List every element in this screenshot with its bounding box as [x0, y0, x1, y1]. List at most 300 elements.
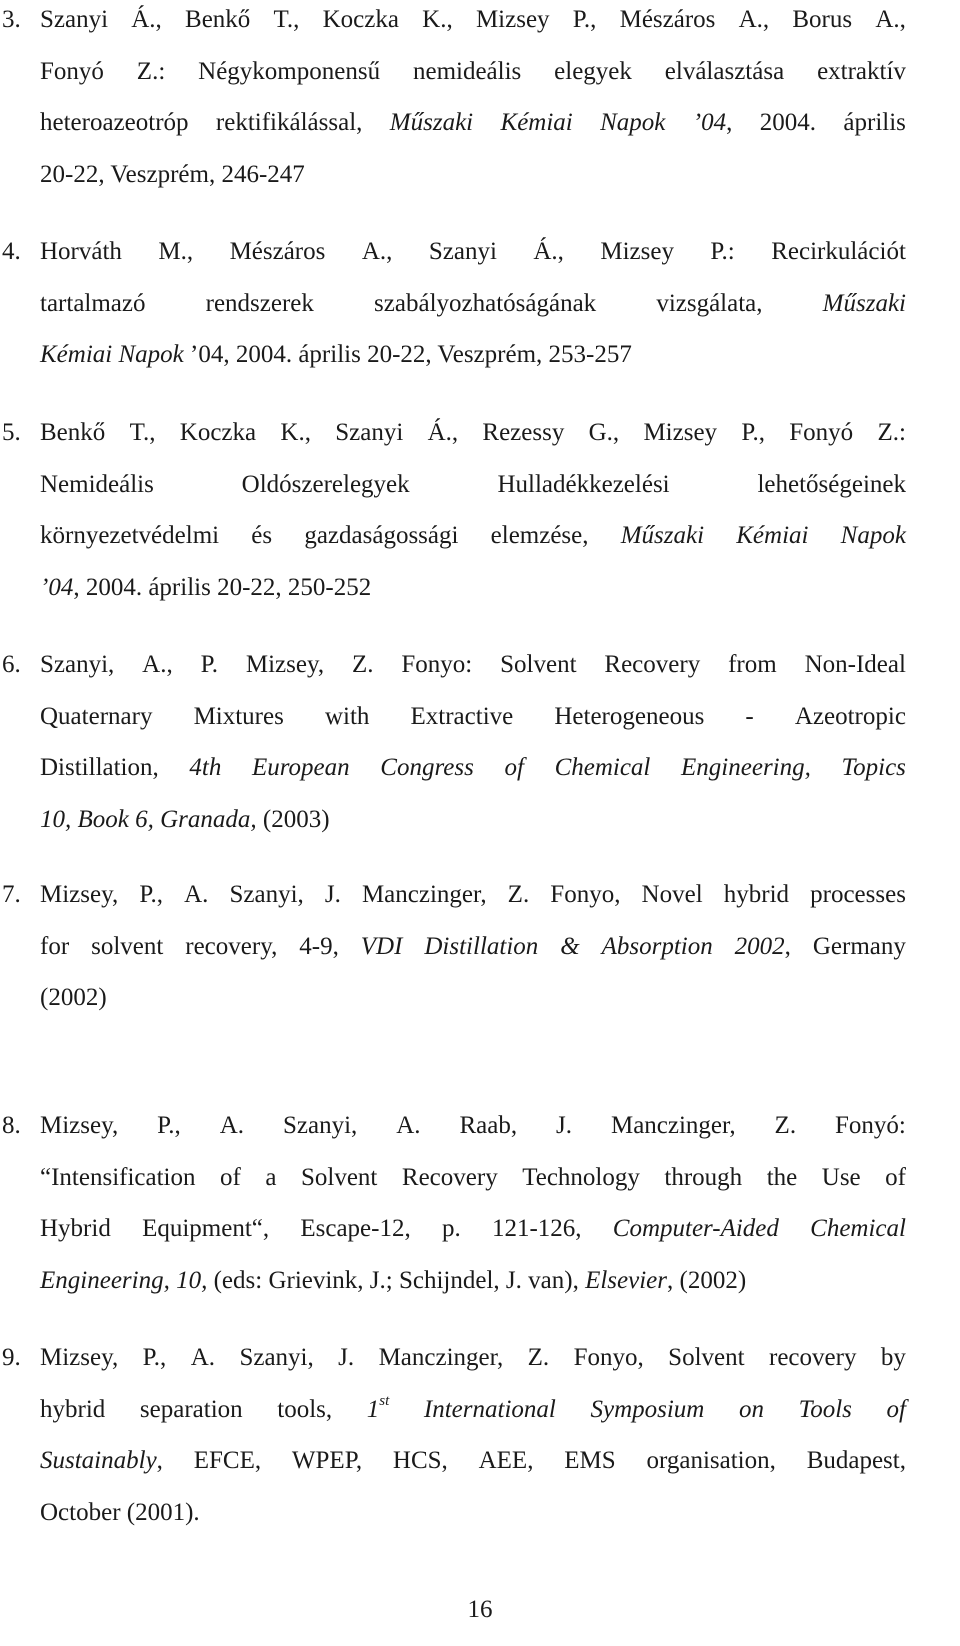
word: tartalmazó [40, 290, 146, 317]
word: Distillation, [40, 754, 159, 781]
reference-line [40, 418, 906, 448]
word: Mizsey, [40, 881, 119, 908]
reference-line [40, 1343, 906, 1373]
word-group [508, 880, 530, 910]
word-group [807, 1446, 906, 1476]
word-group [142, 650, 173, 680]
word-group [40, 1111, 118, 1141]
word-group [792, 5, 852, 35]
word-group [842, 753, 906, 783]
italic-segment: Engineering, 10, [40, 1267, 208, 1294]
word: Á., [131, 6, 162, 33]
italic-word: Kémiai [736, 522, 809, 549]
word-group [139, 880, 163, 910]
word: P., [139, 881, 163, 908]
word-group [604, 650, 700, 680]
italic-word: Distillation [424, 933, 539, 960]
word-group [724, 880, 789, 910]
word: Benkő [40, 419, 106, 446]
word-group [621, 521, 704, 551]
word-group [229, 880, 303, 910]
word-group [265, 1163, 276, 1193]
word-group [379, 1343, 504, 1373]
text-segment: (2003) [256, 806, 330, 833]
word: Heterogeneous [554, 703, 705, 730]
word-group [665, 57, 784, 87]
word: Manczinger, [378, 1344, 504, 1371]
word-group [362, 880, 487, 910]
reference-line [40, 470, 906, 500]
italic-word: on [738, 1396, 764, 1423]
word-group [442, 1214, 461, 1244]
word: Szanyi [40, 6, 109, 33]
word-group [841, 521, 906, 551]
word-group [220, 1111, 244, 1141]
word-group [735, 932, 791, 962]
word-group [40, 932, 69, 962]
word: Szanyi, [239, 1344, 314, 1371]
word: A. [396, 1112, 421, 1139]
word-group [131, 5, 162, 35]
word: K., [280, 419, 311, 446]
word-group [142, 1214, 269, 1244]
reference-line [40, 805, 330, 835]
word-group [789, 418, 853, 448]
word: processes [810, 881, 906, 908]
word: Recirkulációt [771, 238, 906, 265]
text-segment: , 2004. április 20-22, 250-252 [73, 574, 372, 601]
word-group [741, 418, 765, 448]
word-group [300, 1214, 410, 1244]
word: the [766, 1164, 798, 1191]
word-group [198, 57, 380, 87]
word-group [411, 702, 514, 732]
word-group [600, 108, 665, 138]
word-group [757, 470, 906, 500]
word-group [646, 1446, 775, 1476]
word: 121-126, [491, 1215, 582, 1242]
word-group [760, 108, 816, 138]
word-group [881, 1343, 906, 1373]
word: J. [338, 1344, 355, 1371]
word: Szanyi [335, 419, 404, 446]
word: gazdaságossági [304, 522, 459, 549]
reference-line [40, 521, 906, 551]
word: of [220, 1164, 241, 1191]
word: solvent [91, 933, 164, 960]
word-group [668, 1343, 744, 1373]
word-group [643, 418, 717, 448]
reference-line [40, 289, 906, 319]
word: extraktív [817, 58, 906, 85]
word: EMS [564, 1447, 616, 1474]
word-group [476, 5, 550, 35]
word-group [817, 57, 906, 87]
italic-segment: Kémiai Napok [40, 341, 184, 368]
italic-word: European [251, 754, 350, 781]
reference-number: 4. [2, 238, 21, 265]
word-group [424, 1395, 556, 1425]
word-group [130, 418, 156, 448]
word: Z. [774, 1112, 797, 1139]
word-group [40, 470, 154, 500]
reference-line [40, 702, 906, 732]
word: Mizsey, [40, 1344, 119, 1371]
italic-word: VDI [360, 933, 403, 960]
italic-word: Chemical [554, 754, 651, 781]
word: Fonyo, [550, 881, 621, 908]
word-group [767, 1163, 798, 1193]
italic-word: & [560, 933, 580, 960]
word-group [157, 1111, 181, 1141]
word: - [745, 703, 754, 730]
word-group [835, 1111, 906, 1141]
word-group [600, 237, 674, 267]
word-group [246, 650, 324, 680]
word-group [843, 108, 906, 138]
text-segment: (eds: Grievink, J.; Schijndel, J. van), [207, 1267, 586, 1294]
word: recovery [769, 1344, 857, 1371]
reference-number: 9. [2, 1344, 21, 1371]
word: környezetvédelmi [40, 522, 220, 549]
text-segment: October (2001). [40, 1499, 200, 1526]
word: Mizsey, [245, 651, 325, 678]
word-group [216, 108, 362, 138]
word-group [402, 1163, 498, 1193]
text-segment: , (2002) [667, 1267, 747, 1294]
word-group [656, 289, 762, 319]
superscript: st [379, 1392, 390, 1409]
word-group [206, 289, 314, 319]
word: Szanyi, [229, 881, 304, 908]
word-group [810, 1214, 906, 1244]
word-group [325, 702, 369, 732]
word: EFCE, [193, 1447, 262, 1474]
word: P., [741, 419, 765, 446]
reference-line [40, 573, 371, 603]
word-group [242, 470, 410, 500]
word: , [156, 1447, 163, 1474]
text-segment: 20-22, Veszprém, 246-247 [40, 161, 305, 188]
word: HCS, [392, 1447, 448, 1474]
word: tools, [277, 1396, 333, 1423]
word: AEE, [478, 1447, 534, 1474]
word-group [482, 418, 564, 448]
word-group [422, 5, 453, 35]
word: Mizsey [600, 238, 674, 265]
word-group [40, 1343, 118, 1373]
italic-word: of [504, 754, 524, 781]
word-group [362, 237, 393, 267]
word: Azeotropic [794, 703, 906, 730]
word-group [40, 1214, 111, 1244]
word: Manczinger, [361, 881, 487, 908]
word-group [739, 1395, 764, 1425]
word-group [396, 1111, 420, 1141]
word: a [265, 1164, 277, 1191]
word-group [201, 650, 218, 680]
word-group [390, 108, 473, 138]
word-group [769, 1343, 856, 1373]
word-group [277, 1395, 332, 1425]
italic-word: Symposium [590, 1396, 705, 1423]
italic-word: 1 [366, 1396, 380, 1423]
word-group [560, 932, 579, 962]
word: Oldószerelegyek [241, 471, 410, 498]
word: Horváth [40, 238, 122, 265]
word: Hulladékkezelési [497, 471, 670, 498]
italic-word: Műszaki [620, 522, 705, 549]
word-group [184, 880, 208, 910]
word-group [189, 753, 221, 783]
word-group [283, 1111, 357, 1141]
word-group [180, 418, 256, 448]
word-group [822, 1163, 861, 1193]
word: Mészáros [619, 6, 716, 33]
word-group [40, 1163, 196, 1193]
italic-word: 2002 [734, 933, 785, 960]
word: Fonyó: [835, 1112, 906, 1139]
word: Solvent [500, 651, 577, 678]
word-group [664, 1163, 742, 1193]
italic-word: Sustainably [40, 1447, 157, 1474]
word: Rezessy [482, 419, 565, 446]
word-group [40, 1446, 163, 1476]
word: P., [157, 1112, 181, 1139]
reference-line [40, 5, 906, 35]
word: for [40, 933, 70, 960]
reference-line [40, 983, 107, 1013]
italic-segment: Elsevier [585, 1267, 667, 1294]
word: Koczka [322, 6, 399, 33]
word-group [602, 932, 713, 962]
word: WPEP, [291, 1447, 363, 1474]
word: Solvent [668, 1344, 745, 1371]
word: with [324, 703, 370, 730]
word-group [91, 932, 163, 962]
word-group [501, 108, 573, 138]
word-group [40, 880, 118, 910]
word: “Intensification [40, 1164, 196, 1191]
word: A. [219, 1112, 245, 1139]
word: Raab, [459, 1112, 518, 1139]
word-group [323, 5, 399, 35]
italic-word: Engineering, [681, 754, 811, 781]
word: A., [738, 6, 770, 33]
word: M., [158, 238, 194, 265]
page-number: 16 [467, 1596, 493, 1623]
word: A., [875, 6, 906, 33]
word-group [338, 1343, 354, 1373]
word: Fonyó [789, 419, 854, 446]
word: Fonyo, [573, 1344, 644, 1371]
word-group [728, 650, 777, 680]
word-group [40, 753, 159, 783]
word: Mizsey [475, 6, 550, 33]
word-group [299, 932, 339, 962]
word: Borus [792, 6, 853, 33]
word: recovery, [185, 933, 278, 960]
word-group [304, 521, 458, 551]
word-group [361, 932, 403, 962]
reference-line [40, 160, 305, 190]
word-group [194, 702, 284, 732]
word: J. [556, 1112, 573, 1139]
word-group [40, 289, 146, 319]
word: lehetőségeinek [757, 471, 906, 498]
word: hybrid [40, 1396, 106, 1423]
word-group [40, 1395, 105, 1425]
word: Germany [812, 933, 906, 960]
word-group [220, 1163, 241, 1193]
word: p. [441, 1215, 461, 1242]
word-group [492, 1214, 582, 1244]
word-group [533, 237, 564, 267]
word: Fonyó [40, 58, 104, 85]
word-group [642, 880, 703, 910]
reference-line [40, 1163, 906, 1193]
word-group [137, 57, 165, 87]
word-group [877, 418, 905, 448]
word-group [292, 1446, 362, 1476]
word: through [664, 1164, 743, 1191]
word: Benkő [185, 6, 251, 33]
word-group [681, 753, 811, 783]
reference-number: 7. [2, 881, 21, 908]
reference-line [40, 932, 906, 962]
word-group [500, 650, 576, 680]
word-group [40, 108, 189, 138]
word: Quaternary [40, 703, 153, 730]
word-group [230, 237, 326, 267]
word-group [301, 1163, 377, 1193]
italic-word: Congress [380, 754, 474, 781]
word: Hybrid [40, 1215, 111, 1242]
italic-word: International [423, 1396, 556, 1423]
word: from [728, 651, 777, 678]
word-group [885, 1163, 906, 1193]
word: G., [588, 419, 620, 446]
word-group [40, 57, 104, 87]
reference-line [40, 753, 906, 783]
text-segment: ’04, 2004. április 20-22, Veszprém, 253-257 [183, 341, 632, 368]
word: Koczka [179, 419, 257, 446]
word: Szanyi [428, 238, 497, 265]
reference-line [40, 650, 906, 680]
text-segment: (2002) [40, 984, 107, 1011]
word: J. [324, 881, 341, 908]
word-group [810, 880, 906, 910]
word: elegyek [554, 58, 632, 85]
word-group [479, 1446, 534, 1476]
italic-word: 4th [189, 754, 222, 781]
word: vizsgálata, [656, 290, 763, 317]
word: Novel [641, 881, 703, 908]
word-group [428, 418, 459, 448]
italic-word: ’04 [692, 109, 727, 136]
word-group [795, 702, 906, 732]
italic-word: Absorption [601, 933, 713, 960]
word-group [564, 1446, 615, 1476]
word: elemzése, [490, 522, 589, 549]
word-group [887, 1395, 906, 1425]
word: K., [422, 6, 453, 33]
word: P.: [710, 238, 735, 265]
word: Non-Ideal [804, 651, 906, 678]
word: Budapest, [806, 1447, 906, 1474]
word-group [251, 521, 272, 551]
word-group [158, 237, 193, 267]
word: Mizsey [643, 419, 718, 446]
word: Z. [507, 881, 530, 908]
reference-number: 5. [2, 419, 21, 446]
word-group [143, 1343, 167, 1373]
reference-number: 6. [2, 651, 21, 678]
word-group [40, 237, 122, 267]
word-group [393, 1446, 448, 1476]
italic-word: Computer-Aided [612, 1215, 779, 1242]
word: 4-9, [299, 933, 339, 960]
word-group [739, 5, 770, 35]
word-group [522, 1163, 640, 1193]
word-group [401, 650, 472, 680]
word-group [710, 237, 734, 267]
word: A., [142, 651, 173, 678]
word: Equipment“, [142, 1215, 270, 1242]
word: Á., [427, 419, 459, 446]
word-group [771, 237, 906, 267]
word-group [280, 418, 311, 448]
word-group [40, 5, 108, 35]
word-group [274, 5, 300, 35]
word: Recovery [604, 651, 701, 678]
word: Recovery [401, 1164, 498, 1191]
italic-segment: 10, Book 6, Granada, [40, 806, 257, 833]
word-group [574, 1343, 644, 1373]
word-group [590, 1395, 704, 1425]
word: Z. [527, 1344, 550, 1371]
reference-line [40, 1392, 906, 1425]
word: rektifikálással, [215, 109, 363, 136]
word-group [528, 1343, 550, 1373]
italic-word: of [886, 1396, 906, 1423]
reference-line [40, 108, 906, 138]
reference-number: 8. [2, 1112, 21, 1139]
word: , [726, 109, 733, 136]
word-group [185, 5, 250, 35]
word-group [40, 521, 219, 551]
word-group [613, 1214, 779, 1244]
word-group [424, 932, 538, 962]
word-group [693, 108, 733, 138]
word-group [555, 753, 651, 783]
word-group [335, 418, 403, 448]
word-group [556, 1111, 572, 1141]
word: Szanyi, [283, 1112, 358, 1139]
word-group [239, 1343, 313, 1373]
word-group [380, 753, 474, 783]
word-group [352, 650, 374, 680]
reference-line [40, 1266, 746, 1296]
reference-line [40, 340, 632, 370]
word-group [252, 753, 350, 783]
word-group [325, 880, 341, 910]
reference-line [40, 1446, 906, 1476]
italic-word: Kémiai [500, 109, 573, 136]
word: T., [273, 6, 300, 33]
word: Á., [533, 238, 564, 265]
word: organisation, [646, 1447, 776, 1474]
